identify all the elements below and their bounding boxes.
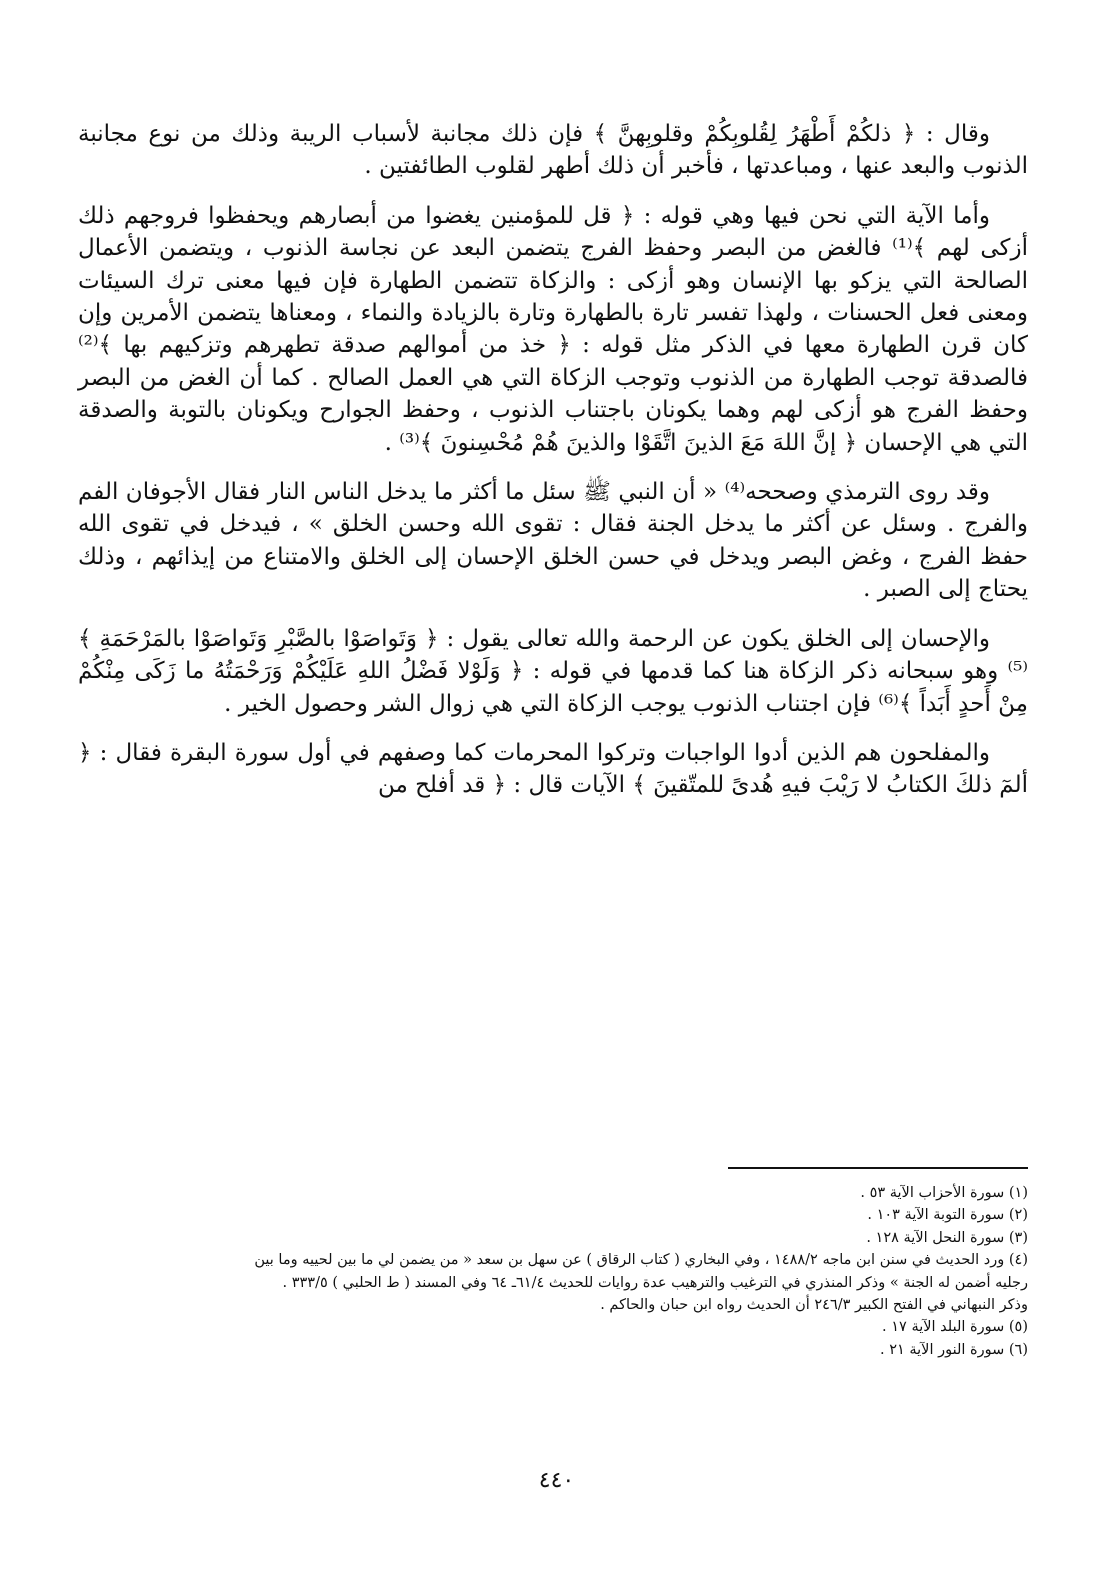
footnote-1: (١) سورة الأحزاب الآية ٥٣ . — [860, 1185, 1028, 1201]
paragraph-5: والمفلحون هم الذين أدوا الواجبات وتركوا المحرمات كما وصفهم في أول سورة البقرة فقال : ﴿ ألمٓ ذلكَ الكتابُ لا رَيْبَ فيهِ هُدىً للمتّقينَ ﴾ الآيات قال : ﴿ قد أفلح من — [78, 739, 1028, 799]
footnotes — [78, 1182, 1028, 1361]
footnote-6: (٦) سورة النور الآية ٢١ . — [879, 1341, 1028, 1358]
paragraph-3: وقد روى الترمذي وصححه⁽⁴⁾ « أن النبي ﷺ سئل ما أكثر ما يدخل الناس النار فقال الأجوفان الفم والفرج . وسئل عن أكثر ما يدخل الجنة فقال : تقوى الله وحسن الخلق » ، فيدخل في تقوى الله حفظ الفرج ، وغض البصر ويدخل في حسن الخلق الإحسان إلى الخلق والامتناع من إيذائهم ، وذلك يحتاج إلى الصبر . — [78, 479, 1028, 603]
paragraph-2: وأما الآية التي نحن فيها وهي قوله : ﴿ قل للمؤمنين يغضوا من أبصارهم ويحفظوا فروجهم ذلك أزكى لهم ﴾⁽¹⁾ فالغض من البصر وحفظ الفرج يتضمن البعد عن نجاسة الذنوب ، ويتضمن الأعمال الصالحة التي يزكو بها الإنسان وهو أزكى : والزكاة تتضمن الطهارة فإن فيها معنى ترك السيئات ومعنى فعل الحسنات ، ولهذا تفسر تارة بالطهارة وتارة بالزيادة والنماء ، ومعناها يتضمن الأمرين وإن كان قرن الطهارة معها في الذكر مثل قوله : ﴿ خذ من أموالهم صدقة تطهرهم وتزكيهم بها ﴾⁽²⁾ فالصدقة توجب الطهارة من الذنوب وتوجب الزكاة التي هي العمل الصالح . كما أن الغض من البصر وحفظ الفرج هو أزكى لهم وهما يكونان باجتناب الذنوب ، وحفظ الجوارح ويكونان بالتوبة والصدقة التي هي الإحسان ﴿ إنَّ اللهَ مَعَ الذينَ اتَّقَوْا والذينَ هُمْ مُحْسِنونَ ﴾⁽³⁾ . — [78, 202, 1028, 456]
paragraph-1: وقال : ﴿ ذلكُمْ أَطْهَرُ لِقُلوبِكُمْ وقلوبِهنَّ ﴾ فإن ذلك مجانبة لأسباب الريبة وذلك من نوع مجانبة الذنوب والبعد عنها ، ومباعدتها ، فأخبر أن ذلك أطهر لقلوب الطائفتين . — [78, 121, 1028, 180]
footnote-4-line-2: رجليه أضمن له الجنة » وذكر المنذري في الترغيب والترهيب عدة روايات للحديث ٦١/٤ـ ٦٤ وفي المسند ( ط الحلبي ) ٣٣٣/٥ . — [282, 1274, 1028, 1291]
footnote-4-line-1: (٤) ورد الحديث في سنن ابن ماجه ١٤٨٨/٢ ، وفي البخاري ( كتاب الرقاق ) عن سهل بن سعد « من يضمن لي ما بين لحييه وما بين — [254, 1252, 1028, 1269]
page-body — [78, 118, 1028, 819]
footnote-4-line-3: وذكر النبهاني في الفتح الكبير ٢٤٦/٣ أن الحديث رواه ابن حبان والحاكم . — [600, 1297, 1028, 1314]
footnote-3: (٣) سورة النحل الآية ١٢٨ . — [866, 1229, 1028, 1246]
footnote-5: (٥) سورة البلد الآية ١٧ . — [882, 1319, 1028, 1336]
page-number: ٤٤٠ — [538, 1468, 575, 1493]
footnote-2: (٢) سورة التوبة الآية ١٠٣ . — [867, 1207, 1028, 1224]
footnote-divider — [728, 1167, 1028, 1169]
paragraph-4: والإحسان إلى الخلق يكون عن الرحمة والله تعالى يقول : ﴿ وَتَواصَوْا بالصَّبْرِ وَتَواصَوْا بالمَرْحَمَةِ ﴾⁽⁵⁾ وهو سبحانه ذكر الزكاة هنا كما قدمها في قوله : ﴿ وَلَوْلا فَضْلُ اللهِ عَلَيْكُمْ وَرَحْمَتُهُ ما زَكَى مِنْكُمْ مِنْ أَحدٍ أَبَداً ﴾⁽⁶⁾ فإن اجتناب الذنوب يوجب الزكاة التي هي زوال الشر وحصول الخير . — [78, 625, 1028, 717]
